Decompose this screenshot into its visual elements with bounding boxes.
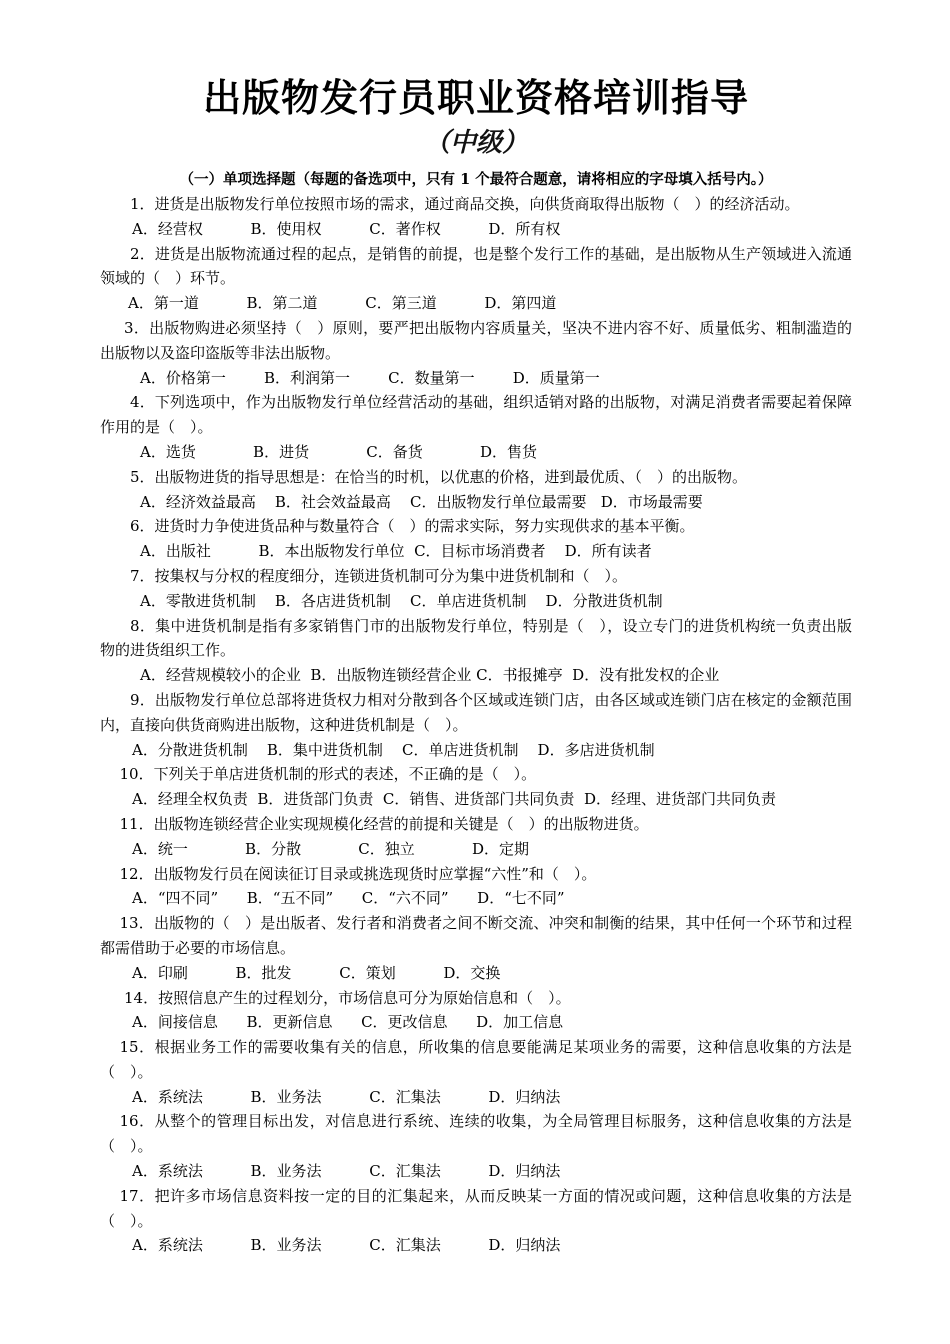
question-4-options: A．选货 B．进货 C．备货 D．售货 — [140, 442, 538, 461]
question-7: 7．按集权与分权的程度细分，连锁进货机制可分为集中进货机制和（ ）。 — [130, 566, 628, 585]
question-10-options: A．经理全权负责 B．进货部门负责 C．销售、进货部门共同负责 D．经理、进货部门共同负责 — [132, 790, 776, 809]
question-5-options: A．经济效益最高 B．社会效益最高 C．出版物发行单位最需要 D．市场最需要 — [140, 492, 703, 511]
question-2-options: A．第一道 B．第二道 C．第三道 D．第四道 — [128, 294, 557, 313]
section-heading: （一）单项选择题（每题的备选项中，只有 1 个最符合题意，请将相应的字母填入括号内。） — [179, 171, 773, 188]
question-14-options: A．间接信息 B．更新信息 C．更改信息 D．加工信息 — [132, 1013, 564, 1032]
question-10: 10．下列关于单店进货机制的形式的表述，不正确的是（ ）。 — [119, 765, 537, 784]
question-1: 1．进货是出版物发行单位按照市场的需求，通过商品交换，向供货商取得出版物（ ）的经济活动。 — [130, 195, 800, 213]
question-17: 17．把许多市场信息资料按一定的目的汇集起来，从而反映某一方面的情况或问题，这种信息收集的方法是（ ）。 — [100, 1186, 852, 1230]
question-2: 2．进货是出版物流通过程的起点，是销售的前提，也是整个发行工作的基础，是出版物从生产领域进入流通领域的（ ）环节。 — [100, 244, 852, 288]
document-subtitle: （中级） — [423, 128, 528, 158]
question-13-options: A．印刷 B．批发 C．策划 D．交换 — [132, 963, 501, 982]
question-3-options: A．价格第一 B．利润第一 C．数量第一 D．质量第一 — [140, 368, 600, 387]
question-1-options: A．经营权 B．使用权 C．著作权 D．所有权 — [132, 219, 561, 238]
question-9: 9．出版物发行单位总部将进货权力相对分散到各个区域或连锁门店，由各区域或连锁门店在核定的金额范围内，直接向供货商购进出版物，这种进货机制是（ ）。 — [100, 690, 852, 734]
question-14: 14．按照信息产生的过程划分，市场信息可分为原始信息和（ ）。 — [124, 988, 571, 1007]
question-13: 13．出版物的（ ）是出版者、发行者和消费者之间不断交流、冲突和制衡的结果，其中任何一个环节和过程都需借助于必要的市场信息。 — [100, 914, 852, 957]
question-12-options: A．“四不同” B．“五不同” C．“六不同” D．“七不同” — [132, 889, 565, 908]
question-17-options: A．系统法 B．业务法 C．汇集法 D．归纳法 — [132, 1236, 561, 1255]
question-15: 15．根据业务工作的需要收集有关的信息，所收集的信息要能满足某项业务的需要，这种信息收集的方法是（ ）。 — [100, 1038, 852, 1081]
question-11: 11．出版物连锁经营企业实现规模化经营的前提和关键是（ ）的出版物进货。 — [119, 814, 649, 833]
question-6-options: A．出版社 B．本出版物发行单位 C．目标市场消费者 D．所有读者 — [140, 542, 652, 561]
document-title: 出版物发行员职业资格培训指导 — [202, 76, 749, 120]
question-11-options: A．统一 B．分散 C．独立 D．定期 — [132, 839, 530, 858]
question-12: 12．出版物发行员在阅读征订目录或挑选现货时应掌握“六性”和（ ）。 — [119, 864, 597, 883]
question-9-options: A．分散进货机制 B．集中进货机制 C．单店进货机制 D．多店进货机制 — [132, 740, 655, 759]
question-8: 8．集中进货机制是指有多家销售门市的出版物发行单位，特别是（ ），设立专门的进货机构统一负责出版物的进货组织工作。 — [100, 616, 852, 660]
question-4: 4．下列选项中，作为出版物发行单位经营活动的基础，组织适销对路的出版物，对满足消费者需要起着保障作用的是（ ）。 — [100, 393, 852, 437]
question-5: 5．出版物进货的指导思想是：在恰当的时机，以优惠的价格，进到最优质、（ ）的出版物。 — [130, 467, 748, 486]
question-8-options: A．经营规模较小的企业 B．出版物连锁经营企业 C．书报摊亭 D．没有批发权的企业 — [140, 666, 720, 685]
document-page — [100, 72, 852, 1258]
question-16-options: A．系统法 B．业务法 C．汇集法 D．归纳法 — [132, 1162, 561, 1181]
question-16: 16．从整个的管理目标出发，对信息进行系统、连续的收集，为全局管理目标服务，这种信息收集的方法是（ ）。 — [100, 1112, 852, 1156]
question-7-options: A．零散进货机制 B．各店进货机制 C．单店进货机制 D．分散进货机制 — [140, 591, 663, 610]
question-6: 6．进货时力争使进货品种与数量符合（ ）的需求实际，努力实现供求的基本平衡。 — [130, 517, 695, 536]
question-15-options: A．系统法 B．业务法 C．汇集法 D．归纳法 — [132, 1087, 561, 1106]
question-3: 3．出版物购进必须坚持（ ）原则，要严把出版物内容质量关，坚决不进内容不好、质量低劣、粗制滥造的出版物以及盗印盗版等非法出版物。 — [100, 318, 852, 362]
